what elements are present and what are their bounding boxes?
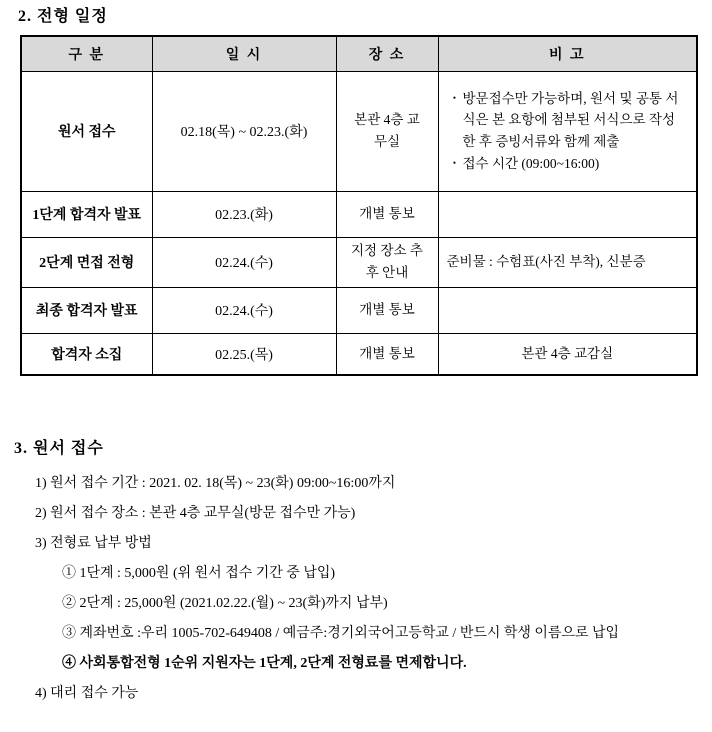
table-header-place: 장 소 — [336, 36, 438, 71]
application-item-proxy: 4) 대리 접수 가능 — [35, 686, 139, 701]
row-place: 지정 장소 추후 안내 — [336, 237, 438, 287]
note-bullet-item — [447, 153, 689, 175]
row-note: 본관 4층 교감실 — [438, 333, 697, 375]
table-header-note: 비 고 — [438, 36, 697, 71]
table-row — [21, 287, 697, 333]
table-row — [21, 191, 697, 237]
row-category: 1단계 합격자 발표 — [21, 191, 152, 237]
note-bullet-text: 접수 시간 (09:00~16:00) — [462, 155, 600, 171]
table-row — [21, 237, 697, 287]
bullet-icon: • — [452, 157, 457, 168]
row-place: 개별 통보 — [336, 287, 438, 333]
row-datetime: 02.25.(목) — [152, 333, 336, 375]
application-subitem-account: ③ 계좌번호 :우리 1005-702-649408 / 예금주:경기외국어고등학교 / 반드시 학생 이름으로 납입 — [62, 626, 620, 641]
row-category: 최종 합격자 발표 — [21, 287, 152, 333]
row-place: 개별 통보 — [336, 333, 438, 375]
table-header-category: 구 분 — [21, 36, 152, 71]
application-list — [0, 469, 712, 709]
schedule-section-title: 2. 전형 일정 — [18, 8, 108, 25]
application-item-period: 1) 원서 접수 기간 : 2021. 02. 18(목) ~ 23(화) 09:00~16:00까지 — [35, 476, 396, 491]
table-header-row — [21, 36, 697, 71]
application-item-fee-method: 3) 전형료 납부 방법 — [35, 536, 152, 551]
application-item-place: 2) 원서 접수 장소 : 본관 4층 교무실(방문 접수만 가능) — [35, 506, 356, 521]
schedule-table — [20, 35, 698, 376]
row-category: 2단계 면접 전형 — [21, 237, 152, 287]
table-row — [21, 333, 697, 375]
application-subitem-fee-exemption: ④ 사회통합전형 1순위 지원자는 1단계, 2단계 전형료를 면제합니다. — [62, 656, 467, 671]
application-section-title: 3. 원서 접수 — [14, 440, 104, 457]
row-datetime: 02.24.(수) — [152, 287, 336, 333]
table-row — [21, 71, 697, 191]
note-bullet-item — [447, 88, 689, 153]
application-subitem-stage1-fee: ① 1단계 : 5,000원 (위 원서 접수 기간 중 납입) — [62, 566, 336, 581]
application-subitem-stage2-fee: ② 2단계 : 25,000원 (2021.02.22.(월) ~ 23(화)까지 납부) — [62, 596, 388, 611]
row-datetime: 02.18(목) ~ 02.23.(화) — [152, 71, 336, 191]
row-place: 개별 통보 — [336, 191, 438, 237]
bullet-icon: • — [452, 92, 457, 103]
row-category: 원서 접수 — [21, 71, 152, 191]
document-page — [0, 6, 712, 732]
row-note: 준비물 : 수험표(사진 부착), 신분증 — [438, 237, 697, 287]
table-header-datetime: 일 시 — [152, 36, 336, 71]
row-datetime: 02.24.(수) — [152, 237, 336, 287]
row-datetime: 02.23.(화) — [152, 191, 336, 237]
row-place: 본관 4층 교무실 — [336, 71, 438, 191]
row-category: 합격자 소집 — [21, 333, 152, 375]
note-bullet-text: 방문접수만 가능하며, 원서 및 공통 서식은 본 요항에 첨부된 서식으로 작성한 후 증빙서류와 함께 제출 — [462, 90, 679, 149]
row-note — [438, 287, 697, 333]
row-note — [438, 191, 697, 237]
row-note — [438, 71, 697, 191]
